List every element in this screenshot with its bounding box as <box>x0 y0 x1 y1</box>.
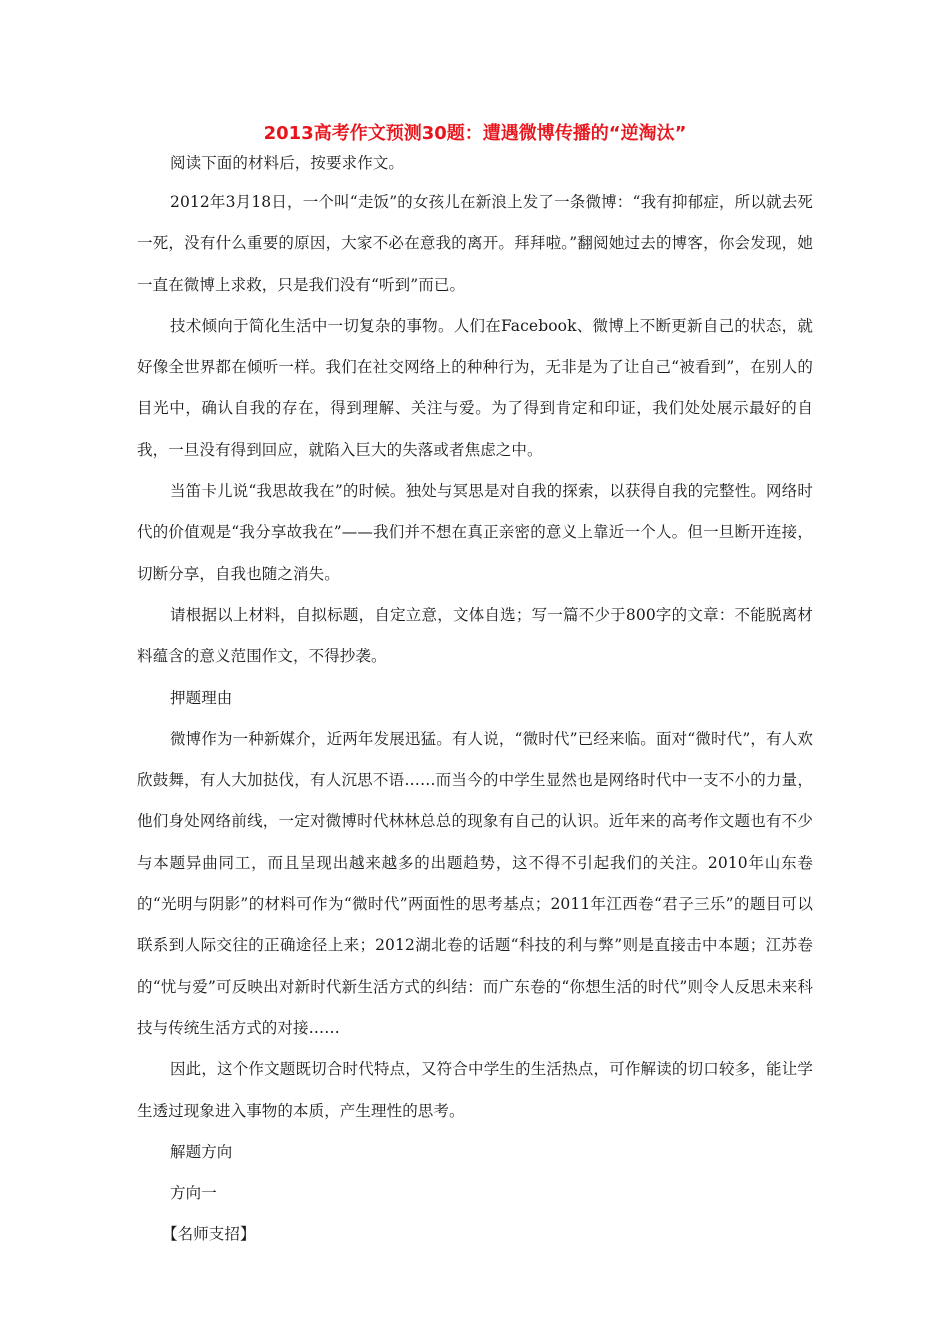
writing-requirement-paragraph: 请根据以上材料，自拟标题，自定立意，文体自选；写一篇不少于800字的文章：不能脱离材料蕴含的意义范围作文，不得抄袭。 <box>137 605 813 666</box>
material-paragraph-2: 技术倾向于简化生活中一切复杂的事物。人们在Facebook、微博上不断更新自己的状态，就好像全世界都在倾听一样。我们在社交网络上的种种行为，无非是为了让自己“被看到”，在别人的目光中，确认自我的存在，得到理解、关注与爱。为了得到肯定和印证，我们处处展示最好的自我，一旦没有得到回应，就陷入巨大的失落或者焦虑之中。 <box>137 316 813 459</box>
section-heading-direction: 解题方向 <box>170 1142 233 1161</box>
subheading-direction-one: 方向一 <box>170 1184 217 1203</box>
material-paragraph-3: 当笛卡儿说“我思故我在”的时候。独处与冥思是对自我的探索，以获得自我的完整性。网络时代的价值观是“我分享故我在”——我们并不想在真正亲密的意义上靠近一个人。但一旦断开连接，切断分享，自我也随之消失。 <box>137 482 813 583</box>
reason-paragraph: 微博作为一种新媒介，近两年发展迅猛。有人说，“微时代”已经来临。面对“微时代”，有人欢欣鼓舞，有人大加挞伐，有人沉思不语……而当今的中学生显然也是网络时代中一支不小的力量，他们身处网络前线，一定对微博时代林林总总的现象有自己的认识。近年来的高考作文题也有不少与本题异曲同工，而且呈现出越来越多的出题趋势，这不得不引起我们的关注。2010年山东卷的“光明与阴影”的材料可作为“微时代”两面性的思考基点；2011年江西卷“君子三乐”的题目可以联系到人际交往的正确途径上来；2012湖北卷的话题“科技的利与弊”则是直接击中本题；江苏卷的“忧与爱”可反映出对新时代新生活方式的纠结：而广东卷的“你想生活的时代”则令人反思未来科技与传统生活方式的对接…… <box>137 729 813 1037</box>
document-body <box>137 148 813 1256</box>
conclusion-paragraph: 因此，这个作文题既切合时代特点，又符合中学生的生活热点，可作解读的切口较多，能让学生透过现象进入事物的本质，产生理性的思考。 <box>137 1060 813 1120</box>
material-paragraph-1: 2012年3月18日，一个叫“走饭”的女孩儿在新浪上发了一条微博：“我有抑郁症，所以就去死一死，没有什么重要的原因，大家不必在意我的离开。拜拜啦。”翻阅她过去的博客，你会发现，她一直在微博上求救，只是我们没有“听到”而已。 <box>137 193 813 294</box>
document-title: 2013高考作文预测30题：遭遇微博传播的“逆淘汰” <box>263 123 687 144</box>
section-heading-reason: 押题理由 <box>170 688 233 707</box>
instruction-paragraph: 阅读下面的材料后，按要求作文。 <box>170 154 405 172</box>
subheading-teacher-tips: 【名师支招】 <box>162 1225 256 1244</box>
